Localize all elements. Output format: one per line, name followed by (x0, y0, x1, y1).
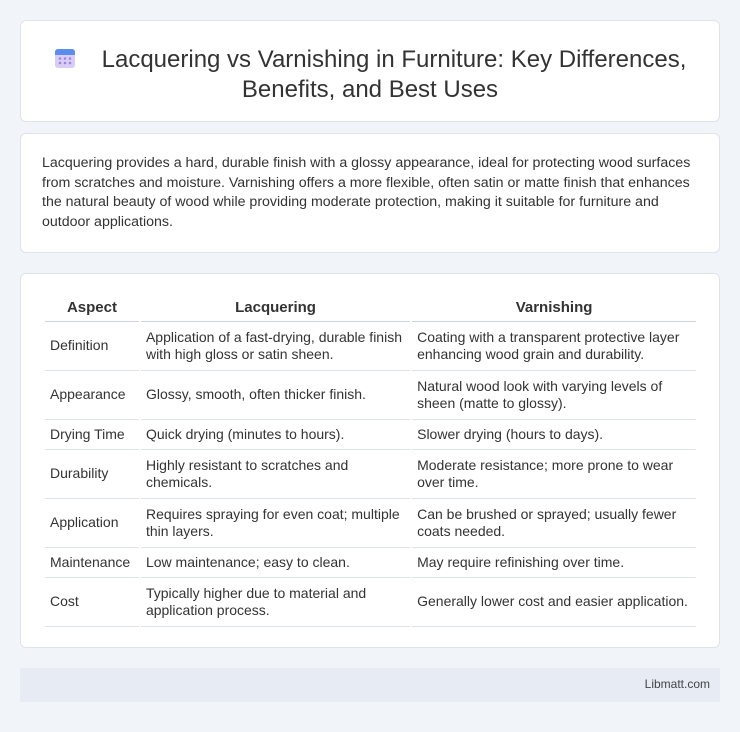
cell-aspect: Definition (45, 322, 139, 371)
title-card (20, 20, 720, 122)
intro-card (20, 133, 720, 253)
intro-paragraph: Lacquering provides a hard, durable finish with a glossy appearance, ideal for protecting wood surfaces from scratches and moisture. Varnishing offers a more flexible, often satin or matte finish that enhances the natural beauty of wood while providing moderate protection, making it suitable for furniture and outdoor applications. (42, 155, 691, 230)
comparison-table (43, 294, 698, 627)
cell-aspect: Application (45, 499, 139, 548)
cell-lacquering: Typically higher due to material and application process. (141, 578, 410, 627)
page-title: Lacquering vs Varnishing in Furniture: Key Differences, Benefits, and Best Uses (101, 46, 687, 103)
cell-aspect: Drying Time (45, 420, 139, 450)
table-row (45, 499, 696, 548)
cell-lacquering: Highly resistant to scratches and chemicals. (141, 450, 410, 499)
table-header-row (45, 294, 696, 322)
cell-aspect: Maintenance (45, 548, 139, 578)
footer (20, 668, 720, 702)
footer-site-link[interactable]: Libmatt.com (644, 677, 710, 691)
cell-varnishing: May require refinishing over time. (412, 548, 696, 578)
cell-varnishing: Moderate resistance; more prone to wear over time. (412, 450, 696, 499)
cell-varnishing: Slower drying (hours to days). (412, 420, 696, 450)
cell-lacquering: Low maintenance; easy to clean. (141, 548, 410, 578)
cell-aspect: Cost (45, 578, 139, 627)
table-row (45, 548, 696, 578)
cell-aspect: Durability (45, 450, 139, 499)
table-row (45, 420, 696, 450)
cell-lacquering: Quick drying (minutes to hours). (141, 420, 410, 450)
comparison-card (20, 273, 720, 648)
cell-varnishing: Natural wood look with varying levels of sheen (matte to glossy). (412, 371, 696, 420)
header-varnishing: Varnishing (412, 294, 696, 322)
header-lacquering: Lacquering (141, 294, 410, 322)
table-row (45, 371, 696, 420)
cell-aspect: Appearance (45, 371, 139, 420)
cell-lacquering: Glossy, smooth, often thicker finish. (141, 371, 410, 420)
table-row (45, 450, 696, 499)
table-row (45, 322, 696, 371)
cell-lacquering: Requires spraying for even coat; multiple thin layers. (141, 499, 410, 548)
calendar-icon (54, 47, 76, 69)
cell-lacquering: Application of a fast-drying, durable finish with high gloss or satin sheen. (141, 322, 410, 371)
cell-varnishing: Generally lower cost and easier application. (412, 578, 696, 627)
header-aspect: Aspect (45, 294, 139, 322)
cell-varnishing: Can be brushed or sprayed; usually fewer coats needed. (412, 499, 696, 548)
cell-varnishing: Coating with a transparent protective layer enhancing wood grain and durability. (412, 322, 696, 371)
table-row (45, 578, 696, 627)
title-wrap (21, 45, 719, 105)
